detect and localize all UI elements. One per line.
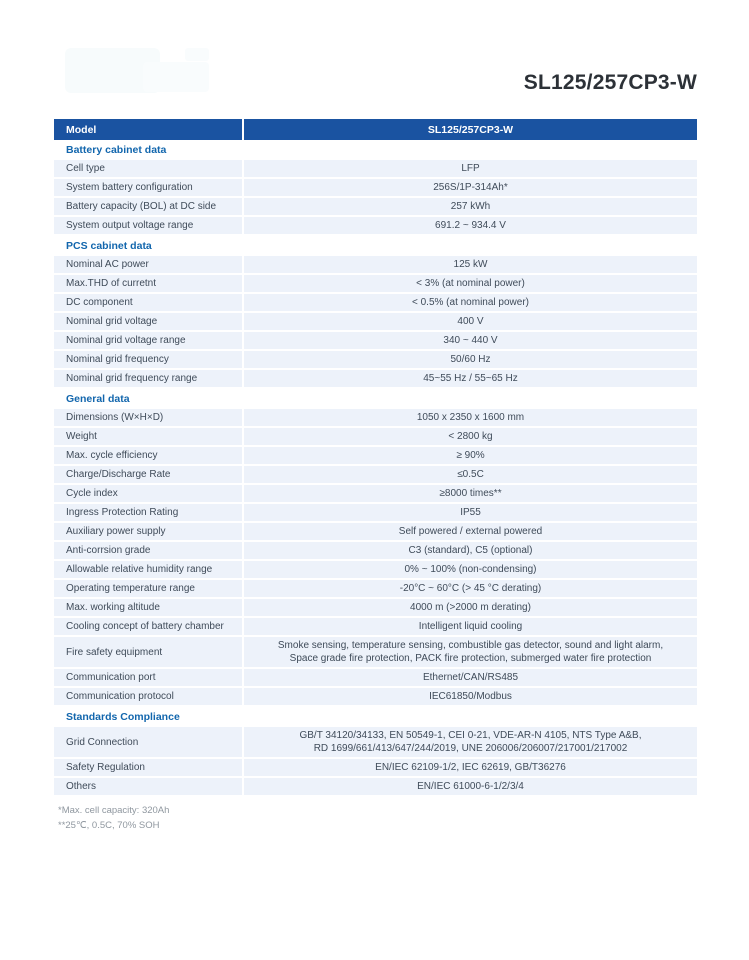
spec-row <box>54 485 697 502</box>
spec-table <box>54 119 697 797</box>
spec-row-value-line: 340 ~ 440 V <box>443 334 498 346</box>
spec-row-value <box>244 727 697 757</box>
spec-row <box>54 618 697 635</box>
spec-row-value <box>244 217 697 234</box>
spec-row-label: System battery configuration <box>54 179 244 196</box>
spec-row-value-line: ≥8000 times** <box>439 487 502 499</box>
spec-row-value-line: IEC61850/Modbus <box>429 690 512 702</box>
spec-row <box>54 275 697 292</box>
spec-row <box>54 179 697 196</box>
spec-row <box>54 504 697 521</box>
spec-row-value <box>244 179 697 196</box>
spec-row-label: Grid Connection <box>54 727 244 757</box>
faded-logo-shape <box>185 48 209 61</box>
spec-row-value-line: 256S/1P-314Ah* <box>433 181 508 193</box>
spec-row-value-line: 125 kW <box>453 258 488 270</box>
spec-row-value-line: GB/T 34120/34133, EN 50549-1, CEI 0-21, VDE-AR-N 4105, NTS Type A&B, <box>299 729 642 741</box>
spec-row-value-line: 400 V <box>457 315 484 327</box>
spec-row-label: Cycle index <box>54 485 244 502</box>
spec-row-value <box>244 542 697 559</box>
spec-row-label: Allowable relative humidity range <box>54 561 244 578</box>
spec-row-value <box>244 599 697 616</box>
spec-row-value-line: EN/IEC 62109-1/2, IEC 62619, GB/T36276 <box>375 761 566 773</box>
spec-row-value-line: 257 kWh <box>450 200 491 212</box>
spec-row-value-line: 4000 m (>2000 m derating) <box>410 601 531 613</box>
spec-row-label: Ingress Protection Rating <box>54 504 244 521</box>
spec-row-value <box>244 409 697 426</box>
spec-row-value <box>244 313 697 330</box>
spec-row-label: Nominal grid voltage range <box>54 332 244 349</box>
spec-row <box>54 688 697 705</box>
spec-row-value <box>244 485 697 502</box>
spec-row-label: Max.THD of curretnt <box>54 275 244 292</box>
spec-row-value-line: LFP <box>461 162 480 174</box>
table-header-model-value: SL125/257CP3-W <box>427 123 514 136</box>
spec-row <box>54 370 697 387</box>
spec-row-label: Others <box>54 778 244 795</box>
spec-row-label: Operating temperature range <box>54 580 244 597</box>
spec-row-value <box>244 466 697 483</box>
spec-row-value-line: Self powered / external powered <box>398 525 543 537</box>
footnote-max-cell-capacity: *Max. cell capacity: 320Ah <box>58 805 170 816</box>
spec-row-label: System output voltage range <box>54 217 244 234</box>
spec-row-label: Communication protocol <box>54 688 244 705</box>
spec-row-label: Battery capacity (BOL) at DC side <box>54 198 244 215</box>
spec-row-value <box>244 504 697 521</box>
spec-row <box>54 669 697 686</box>
spec-row <box>54 313 697 330</box>
spec-row <box>54 160 697 177</box>
section-title: PCS cabinet data <box>54 236 697 256</box>
spec-row-value <box>244 428 697 445</box>
spec-row-label: DC component <box>54 294 244 311</box>
spec-row-value-line: -20°C ~ 60°C (> 45 °C derating) <box>399 582 542 594</box>
spec-row-value <box>244 637 697 667</box>
spec-row-value-line: Space grade fire protection, PACK fire protection, submerged water fire protection <box>289 653 652 664</box>
spec-row <box>54 428 697 445</box>
spec-row-label: Nominal grid voltage <box>54 313 244 330</box>
spec-row-value <box>244 160 697 177</box>
spec-row-value-line: 45~55 Hz / 55~65 Hz <box>423 372 518 384</box>
spec-row <box>54 778 697 795</box>
spec-row-value-line: < 0.5% (at nominal power) <box>411 296 529 308</box>
spec-row-value-line: < 2800 kg <box>448 430 493 442</box>
spec-row-value-line: IP55 <box>460 506 481 518</box>
spec-row-label: Dimensions (W×H×D) <box>54 409 244 426</box>
spec-row-value <box>244 618 697 635</box>
spec-row <box>54 332 697 349</box>
spec-row-label: Fire safety equipment <box>54 637 244 667</box>
spec-row-value-line: Intelligent liquid cooling <box>418 620 523 632</box>
spec-row-value <box>244 370 697 387</box>
spec-row-value <box>244 523 697 540</box>
spec-row-label: Max. working altitude <box>54 599 244 616</box>
spec-row-label: Cooling concept of battery chamber <box>54 618 244 635</box>
spec-row <box>54 294 697 311</box>
table-body <box>54 140 697 795</box>
spec-row-value-line: 1050 x 2350 x 1600 mm <box>416 411 525 423</box>
spec-row <box>54 409 697 426</box>
spec-row <box>54 217 697 234</box>
spec-row-value <box>244 688 697 705</box>
footnote-test-conditions: **25℃, 0.5C, 70% SOH <box>58 820 160 832</box>
spec-row-label: Nominal AC power <box>54 256 244 273</box>
spec-row-value-line: ≥ 90% <box>456 449 485 461</box>
spec-row <box>54 523 697 540</box>
spec-row-value <box>244 778 697 795</box>
spec-row-value-line: < 3% (at nominal power) <box>416 277 525 289</box>
spec-row-value-line: Smoke sensing, temperature sensing, combustible gas detector, sound and light alarm, <box>277 639 664 651</box>
faded-logo <box>65 48 210 94</box>
table-header-row <box>54 119 697 140</box>
spec-row <box>54 637 697 667</box>
section-title: Standards Compliance <box>54 707 697 727</box>
spec-row-value-line: RD 1699/661/413/647/244/2019, UNE 206006/206007/217001/217002 <box>313 743 628 754</box>
spec-row-value <box>244 759 697 776</box>
spec-row-label: Cell type <box>54 160 244 177</box>
spec-row-value <box>244 275 697 292</box>
spec-row <box>54 466 697 483</box>
spec-row-value <box>244 580 697 597</box>
spec-row <box>54 447 697 464</box>
spec-row-value-line: 50/60 Hz <box>450 353 491 365</box>
section-title: General data <box>54 389 697 409</box>
spec-row-label: Safety Regulation <box>54 759 244 776</box>
spec-row <box>54 599 697 616</box>
spec-row-value <box>244 351 697 368</box>
spec-row-label: Charge/Discharge Rate <box>54 466 244 483</box>
spec-row-value-line: C3 (standard), C5 (optional) <box>408 544 533 556</box>
spec-row-value <box>244 669 697 686</box>
spec-row <box>54 256 697 273</box>
spec-row-value-line: EN/IEC 61000-6-1/2/3/4 <box>417 780 524 792</box>
faded-logo-shape <box>143 62 209 92</box>
spec-row-value-line: 691.2 ~ 934.4 V <box>435 219 506 231</box>
spec-row-label: Auxiliary power supply <box>54 523 244 540</box>
spec-row <box>54 759 697 776</box>
section-title: Battery cabinet data <box>54 140 697 160</box>
spec-row-value <box>244 294 697 311</box>
spec-row-value <box>244 256 697 273</box>
footnotes <box>58 803 169 833</box>
spec-row <box>54 351 697 368</box>
spec-row-label: Nominal grid frequency <box>54 351 244 368</box>
spec-row-value <box>244 447 697 464</box>
spec-row-value-line: 0% ~ 100% (non-condensing) <box>404 563 537 575</box>
spec-row-value <box>244 198 697 215</box>
spec-row <box>54 727 697 757</box>
spec-row-label: Anti-corrsion grade <box>54 542 244 559</box>
table-header-model-label: Model <box>54 119 244 140</box>
spec-row <box>54 198 697 215</box>
spec-row-label: Nominal grid frequency range <box>54 370 244 387</box>
spec-row-value <box>244 332 697 349</box>
spec-row-value-line: Ethernet/CAN/RS485 <box>422 671 519 683</box>
page-title: SL125/257CP3-W <box>523 71 697 94</box>
spec-row <box>54 561 697 578</box>
spec-row <box>54 580 697 597</box>
spec-row-label: Communication port <box>54 669 244 686</box>
spec-row-value <box>244 561 697 578</box>
spec-row <box>54 542 697 559</box>
spec-row-label: Weight <box>54 428 244 445</box>
spec-row-value-line: ≤0.5C <box>457 468 484 480</box>
spec-row-label: Max. cycle efficiency <box>54 447 244 464</box>
